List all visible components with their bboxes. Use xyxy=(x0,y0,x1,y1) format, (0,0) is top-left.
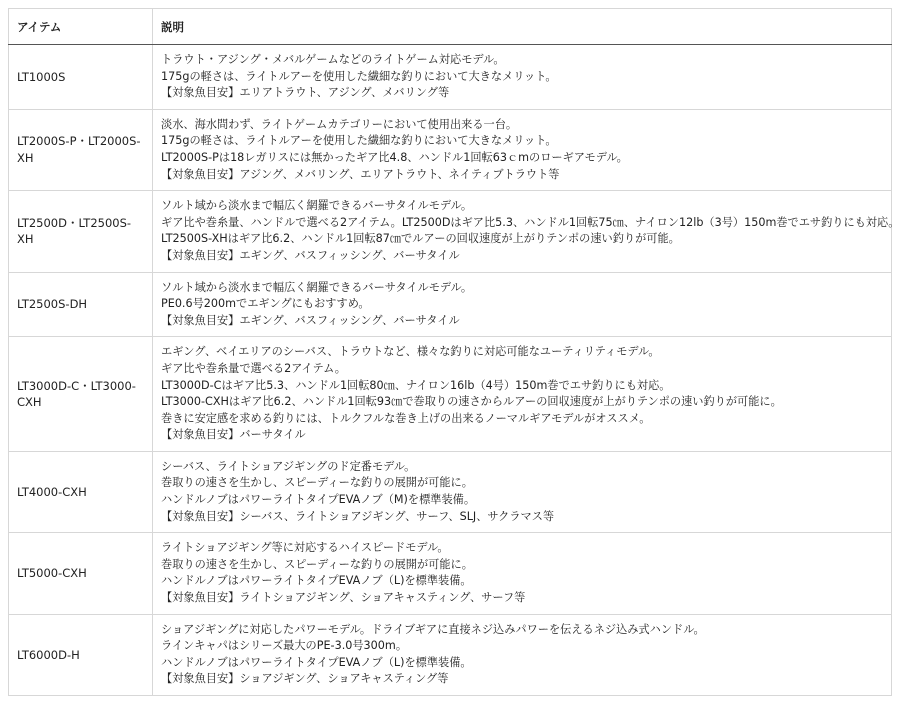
header-description: 説明 xyxy=(153,9,892,45)
description-line: 巻きに安定感を求める釣りには、トルクフルな巻き上げの出来るノーマルギアモデルがオススメ。 xyxy=(161,411,651,425)
table-row xyxy=(9,614,892,695)
description-line: エギング、ベイエリアのシーバス、トラウトなど、様々な釣りに対応可能なユーティリティモデル。 xyxy=(161,345,660,359)
item-name-cell: LT4000-CXH xyxy=(9,451,153,532)
item-name-cell: LT2500S-DH xyxy=(9,272,153,337)
description-line: LT3000D-Cはギア比5.3、ハンドル1回転80㎝、ナイロン16lb（4号）150m巻でエサ釣りにも対応。 xyxy=(161,378,671,392)
description-line: ハンドルノブはパワーライトタイプEVAノブ（L)を標準装備。 xyxy=(161,655,472,669)
description-line: 【対象魚目安】ショアジギング、ショアキャスティング等 xyxy=(161,672,449,686)
description-line: ソルト域から淡水まで幅広く網羅できるバーサタイルモデル。 xyxy=(161,280,473,294)
description-line: ハンドルノブはパワーライトタイプEVAノブ（L)を標準装備。 xyxy=(161,574,472,588)
description-line: ギア比や巻糸量、ハンドルで選べる2アイテム。LT2500Dはギア比5.3、ハンドル1回転75㎝、ナイロン12lb（3号）150m巻でエサ釣りにも対応。 xyxy=(161,215,900,229)
description-line: ソルト域から淡水まで幅広く網羅できるバーサタイルモデル。 xyxy=(161,199,473,213)
description-line: 巻取りの速さを生かし、スピーディーな釣りの展開が可能に。 xyxy=(161,476,473,490)
spec-table-container xyxy=(8,8,900,696)
description-line: 【対象魚目安】シーバス、ライトショアジギング、サーフ、SLJ、サクラマス等 xyxy=(161,509,555,523)
description-cell xyxy=(153,533,892,614)
item-name-cell: LT3000D-C・LT3000-CXH xyxy=(9,337,153,452)
description-cell xyxy=(153,109,892,190)
item-name-cell: LT2500D・LT2500S-XH xyxy=(9,191,153,272)
description-line: 【対象魚目安】アジング、メバリング、エリアトラウト、ネイティブトラウト等 xyxy=(161,167,560,181)
table-row xyxy=(9,191,892,272)
description-cell xyxy=(153,191,900,272)
description-line: PE0.6号200mでエギングにもおすすめ。 xyxy=(161,297,370,311)
table-row xyxy=(9,45,892,110)
description-line: ライトショアジギング等に対応するハイスピードモデル。 xyxy=(161,541,449,555)
description-line: 【対象魚目安】バーサタイル xyxy=(161,428,306,442)
table-row xyxy=(9,337,892,452)
item-name-cell: LT5000-CXH xyxy=(9,533,153,614)
description-line: 【対象魚目安】エギング、バスフィッシング、バーサタイル xyxy=(161,313,460,327)
description-cell xyxy=(153,451,892,532)
description-cell xyxy=(153,45,892,110)
table-body xyxy=(9,45,900,696)
item-name-cell: LT2000S-P・LT2000S-XH xyxy=(9,109,153,190)
description-cell xyxy=(153,614,892,695)
description-line: LT2500S-XHはギア比6.2、ハンドル1回転87㎝でルアーの回収速度が上がりテンポの速い釣りが可能。 xyxy=(161,232,680,246)
header-item: アイテム xyxy=(9,9,153,45)
description-line: 175gの軽さは、ライトルアーを使用した繊細な釣りにおいて大きなメリット。 xyxy=(161,134,557,148)
description-line: LT3000-CXHはギア比6.2、ハンドル1回転93㎝で巻取りの速さからルアーの回収速度が上がりテンポの速い釣りが可能に。 xyxy=(161,395,782,409)
item-spec-table xyxy=(8,8,900,696)
description-line: 淡水、海水問わず、ライトゲームカテゴリーにおいて使用出来る一台。 xyxy=(161,117,518,131)
description-line: ギア比や巻糸量で選べる2アイテム。 xyxy=(161,361,346,375)
description-line: 巻取りの速さを生かし、スピーディーな釣りの展開が可能に。 xyxy=(161,557,473,571)
description-cell xyxy=(153,272,892,337)
description-cell xyxy=(153,337,892,452)
item-name-cell: LT1000S xyxy=(9,45,153,110)
table-row xyxy=(9,272,892,337)
description-line: ショアジギングに対応したパワーモデル。ドライブギアに直接ネジ込みパワーを伝えるネジ込み式ハンドル。 xyxy=(161,622,705,636)
description-line: シーバス、ライトショアジギングのド定番モデル。 xyxy=(161,459,416,473)
description-line: 【対象魚目安】エギング、バスフィッシング、バーサタイル xyxy=(161,248,460,262)
item-name-cell: LT6000D-H xyxy=(9,614,153,695)
description-line: ラインキャパはシリーズ最大のPE-3.0号300m。 xyxy=(161,639,408,653)
description-line: 【対象魚目安】エリアトラウト、アジング、メバリング等 xyxy=(161,86,450,100)
table-row xyxy=(9,533,892,614)
description-line: LT2000S-Pは18レガリスには無かったギア比4.8、ハンドル1回転63ｃmのローギアモデル。 xyxy=(161,150,628,164)
table-header-row xyxy=(9,9,892,45)
description-line: ハンドルノブはパワーライトタイプEVAノブ（M)を標準装備。 xyxy=(161,493,476,507)
table-row xyxy=(9,451,892,532)
description-line: 【対象魚目安】ライトショアジギング、ショアキャスティング、サーフ等 xyxy=(161,591,526,605)
description-line: 175gの軽さは、ライトルアーを使用した繊細な釣りにおいて大きなメリット。 xyxy=(161,69,557,83)
description-line: トラウト・アジング・メバルゲームなどのライトゲーム対応モデル。 xyxy=(161,53,505,66)
table-row xyxy=(9,109,892,190)
